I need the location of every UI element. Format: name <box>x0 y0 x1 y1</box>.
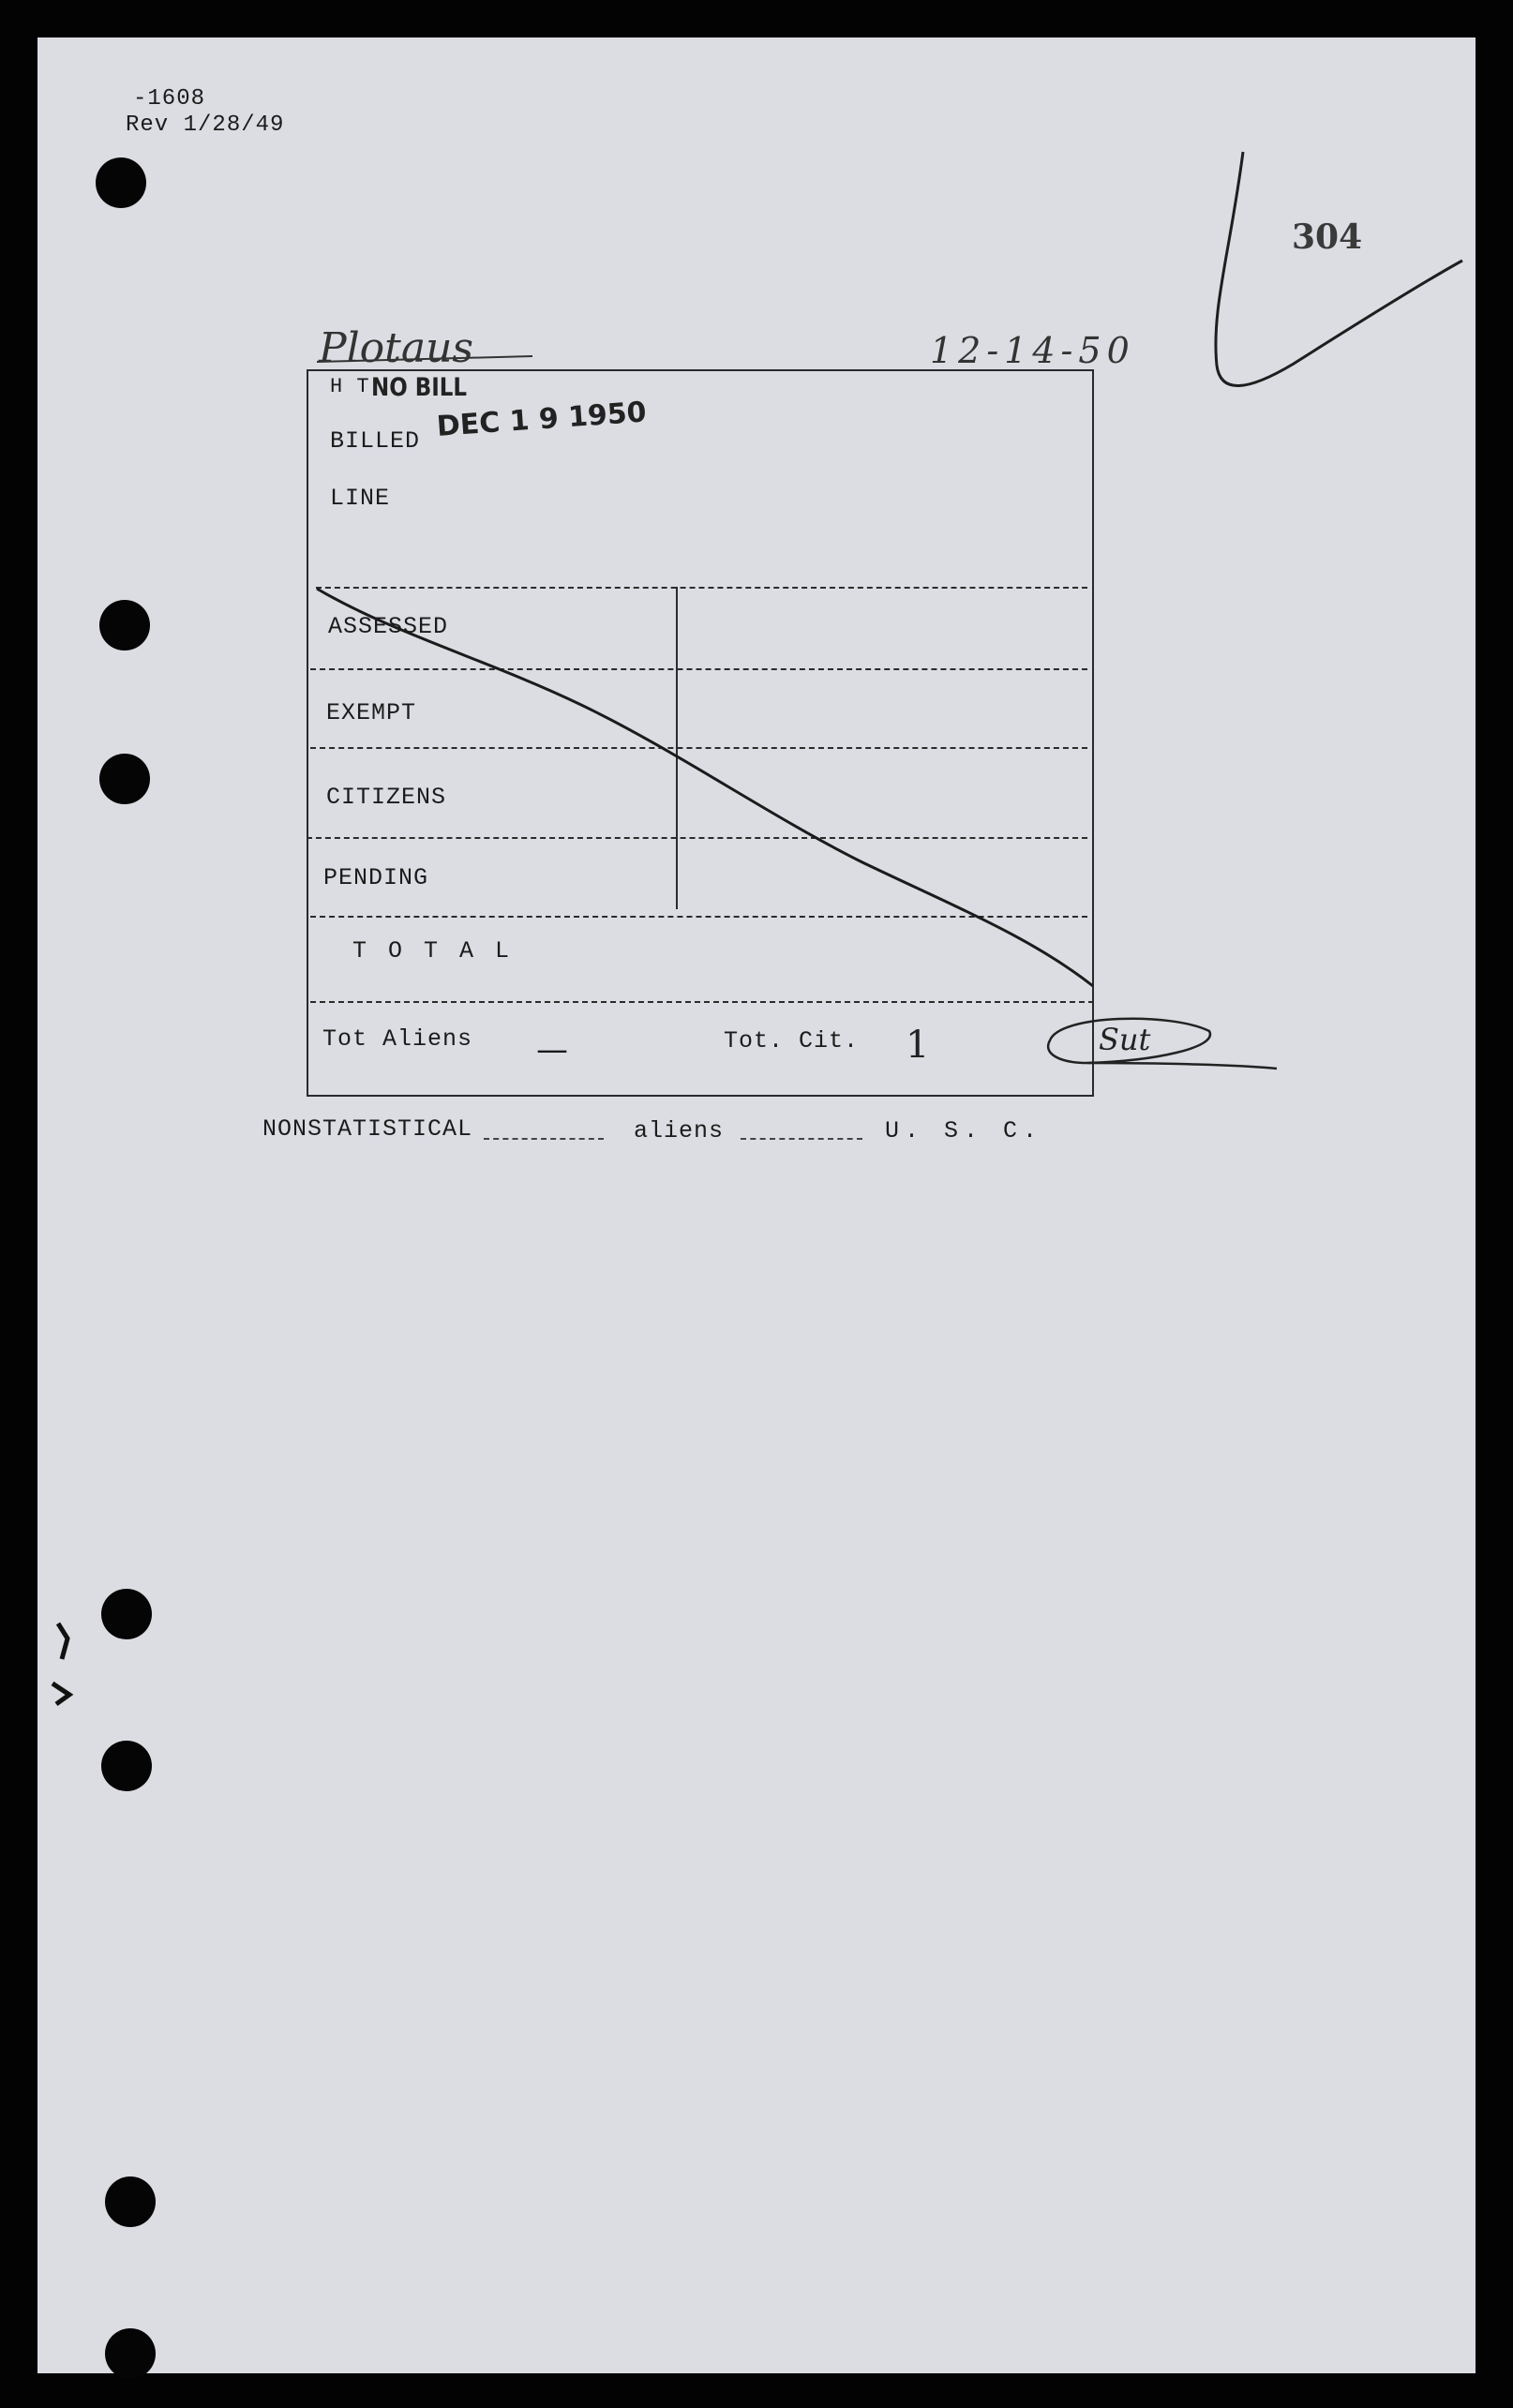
initials-tail <box>1087 1063 1277 1069</box>
tot-cit-value: 1 <box>906 1024 930 1067</box>
page-number: 304 <box>1292 217 1363 257</box>
edge-mark <box>52 1623 69 1704</box>
tot-cit-label: Tot. Cit. <box>724 1027 860 1054</box>
billed-date-stamp: DEC 1 9 1950 <box>435 396 648 443</box>
row-label-assessed: ASSESSED <box>328 613 449 640</box>
cancel-line <box>317 589 1093 986</box>
aliens-label: aliens <box>634 1117 725 1144</box>
nonstatistical-label: NONSTATISTICAL <box>262 1115 473 1143</box>
tot-aliens-value: — <box>536 1031 569 1069</box>
billed-label: BILLED <box>330 427 421 455</box>
usc-label: U. S. C. <box>885 1117 1043 1144</box>
row-label-pending: PENDING <box>323 864 429 891</box>
row-label-citizens: CITIZENS <box>326 784 447 811</box>
line-label: LINE <box>330 485 391 512</box>
ht-label: H T <box>330 375 370 398</box>
handwritten-date: 12-14-50 <box>930 330 1135 371</box>
tot-aliens-label: Tot Aliens <box>322 1025 473 1053</box>
name-underline <box>317 356 532 362</box>
form-number: -1608 <box>133 86 206 112</box>
handwritten-name: Plotaus <box>319 324 473 372</box>
total-label: T O T A L <box>352 937 514 965</box>
handwritten-initials: Sut <box>1099 1022 1151 1057</box>
row-label-exempt: EXEMPT <box>326 699 417 726</box>
no-bill-stamp: NO BILL <box>371 373 467 402</box>
revision-date: Rev 1/28/49 <box>126 112 285 138</box>
initials-oval <box>1048 1019 1210 1063</box>
checkmark-stroke <box>1216 152 1462 386</box>
